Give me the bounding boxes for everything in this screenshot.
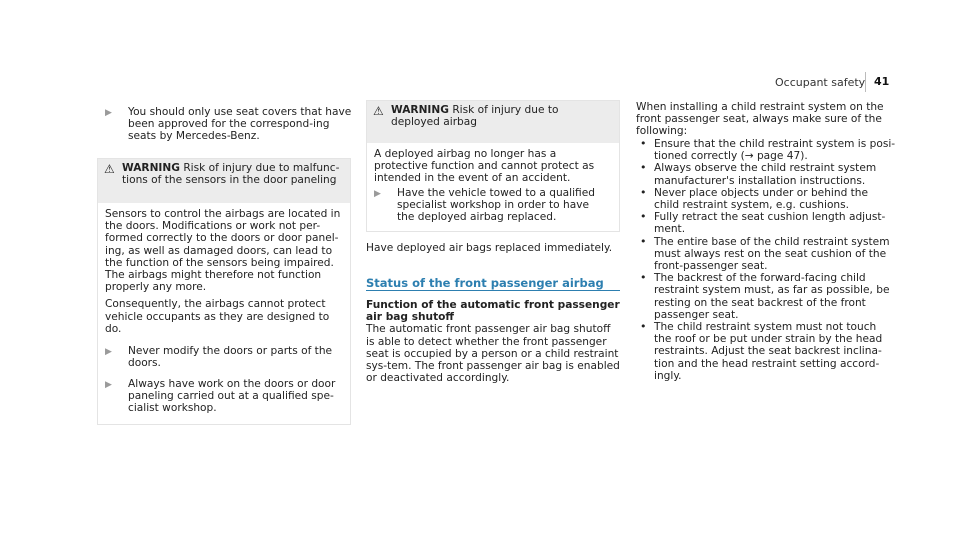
warning-paragraph: A deployed airbag no longer has a protective function and cannot protect as intended in the event of an accident. <box>374 148 595 185</box>
sub-text: The automatic front passenger air bag shutoff is able to detect whether the front passenger seat is occupied by a person or a child restraint sys-tem. The front passenger air bag is enabled or deactivated accordingly. <box>366 323 620 385</box>
child-seat-intro: When installing a child restraint system on the front passenger seat, always make sure of the following: <box>636 101 884 138</box>
list-item: • Fully retract the seat cushion length adjust-ment. <box>640 210 886 236</box>
list-item: • Always observe the child restraint system manufacturer's installation instructions. <box>640 161 877 187</box>
play-arrow-icon: ▶ <box>105 380 112 390</box>
list-item: • Ensure that the child restraint system is posi-tioned correctly (→ page 47). <box>640 137 896 163</box>
warning-label: WARNING <box>122 162 180 174</box>
list-item: • Never place objects under or behind the child restraint system, e.g. cushions. <box>640 185 869 212</box>
warning-bullet: ▶ Never modify the doors or parts of the doors. <box>105 345 333 370</box>
list-item: • The entire base of the child restraint system must always rest on the seat cushion of the front-passenger seat. <box>640 234 890 273</box>
warning-triangle-icon: ⚠ <box>104 162 115 176</box>
warning-title: Risk of injury due to deployed airbag <box>391 104 559 129</box>
header-divider <box>865 72 866 92</box>
warning-header <box>98 159 350 203</box>
warning-box-door-sensors <box>97 158 351 425</box>
warning-label: WARNING <box>391 104 449 116</box>
running-header-title: Occupant safety <box>775 76 866 89</box>
seat-cover-text: You should only use seat covers that have been approved for the correspond-ing seats by Mercedes-Benz. <box>128 106 352 143</box>
warning-bullet: ▶ Always have work on the doors or door paneling carried out at a qualified spe-cialist workshop. <box>105 378 336 415</box>
page-number: 41 <box>874 75 890 88</box>
warning-paragraph: Consequently, the airbags cannot protect vehicle occupants as they are designed to do. <box>105 298 330 335</box>
replace-airbags-text: Have deployed air bags replaced immediately. <box>366 242 613 254</box>
warning-header <box>367 101 619 143</box>
play-arrow-icon: ▶ <box>374 189 381 199</box>
section-heading: Status of the front passenger airbag <box>366 276 604 290</box>
section-divider <box>366 290 620 291</box>
warning-bullet: ▶ Have the vehicle towed to a qualified specialist workshop in order to have the deployed airbag replaced. <box>374 187 595 224</box>
warning-title: Risk of injury due to malfunc-tions of the sensors in the door paneling <box>122 162 340 187</box>
list-item: • The backrest of the forward-facing child restraint system must, as far as possible, be resting on the seat backrest of the front passenger seat. <box>640 271 890 321</box>
warning-paragraph: Sensors to control the airbags are located in the doors. Modifications or work not per-formed correctly to the doors or door panel-ing, as well as damaged doors, can lead to the function of the sensors being impaired. The airbags might therefore not function properly any more. <box>105 208 341 294</box>
seat-cover-note <box>105 106 352 143</box>
warning-triangle-icon: ⚠ <box>373 104 384 118</box>
list-item: • The child restraint system must not touch the roof or be put under strain by the head restraints. Adjust the seat backrest inclina-tion and the head restraint setting accord-ingly. <box>640 320 883 382</box>
sub-heading: Function of the automatic front passenger air bag shutoff <box>366 299 620 324</box>
play-arrow-icon: ▶ <box>105 108 112 118</box>
warning-box-deployed-airbag <box>366 100 620 232</box>
airbag-shutoff-section <box>366 299 620 384</box>
child-seat-checklist <box>640 138 896 382</box>
play-arrow-icon: ▶ <box>105 347 112 357</box>
